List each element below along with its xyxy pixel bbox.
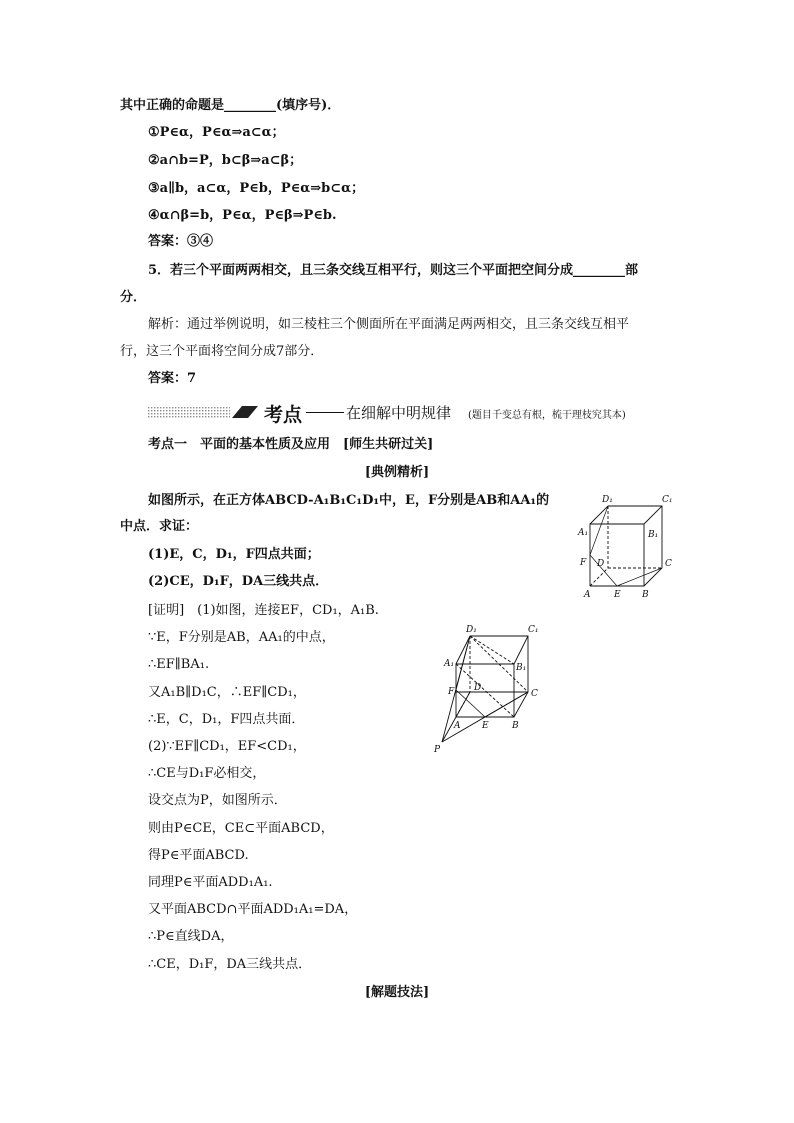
proof-line: 同理P∈平面ADD₁A₁. bbox=[148, 875, 273, 890]
label-B: B bbox=[512, 721, 519, 731]
proof-line: ∴CE与D₁F必相交， bbox=[148, 766, 266, 781]
label-B1: B₁ bbox=[516, 663, 527, 673]
label-F: F bbox=[580, 558, 587, 568]
label-D: D bbox=[474, 683, 482, 693]
proof-line: [证明] (1)如图，连接EF，CD₁，A₁B. bbox=[148, 603, 379, 618]
answer-4: 答案：③④ bbox=[148, 234, 214, 249]
problem-part2: (2)CE，D₁F，DA三线共点． bbox=[148, 574, 329, 589]
option-3: ③a∥b，a⊂α，P∈b，P∈α⇒b⊂α； bbox=[148, 181, 365, 196]
proof-line: 又A₁B∥D₁C，∴EF∥CD₁， bbox=[148, 685, 306, 700]
label-C1: C₁ bbox=[662, 495, 673, 505]
label-C: C bbox=[531, 689, 538, 699]
proof-line: (2)∵EF∥CD₁，EF<CD₁， bbox=[148, 739, 306, 754]
solution-5-line1: 解析：通过举例说明，如三棱柱三个侧面所在平面满足两两相交，且三条交线互相平 bbox=[148, 317, 630, 332]
cube-figure bbox=[570, 490, 680, 602]
label-D1: D₁ bbox=[602, 495, 613, 505]
question-5-line2: 分． bbox=[120, 290, 147, 305]
label-B: B bbox=[642, 590, 649, 600]
label-A: A bbox=[584, 590, 591, 600]
proof-line: ∵E，F分别是AB，AA₁的中点， bbox=[148, 630, 335, 645]
label-A: A bbox=[454, 721, 461, 731]
solution-5-line2: 行，这三个平面将空间分成7部分． bbox=[120, 344, 324, 359]
section-note: (题目千变总有根，梳干理枝究其本) bbox=[468, 410, 626, 421]
proof-line: ∴P∈直线DA， bbox=[148, 929, 234, 944]
section-title-dash bbox=[306, 412, 344, 413]
label-A1: A₁ bbox=[444, 659, 455, 669]
question-stem: 其中正确的命题是________(填序号)． bbox=[120, 98, 341, 113]
problem-part1: (1)E，C，D₁，F四点共面； bbox=[148, 547, 320, 562]
option-2: ②a∩b=P，b⊂β⇒a⊂β； bbox=[148, 153, 303, 168]
section-subtitle: 在细解中明规律 bbox=[346, 404, 452, 422]
label-P: P bbox=[434, 745, 441, 755]
proof-line: 则由P∈CE，CE⊂平面ABCD， bbox=[148, 821, 334, 836]
label-B1: B₁ bbox=[648, 530, 659, 540]
proof-line: ∴EF∥BA₁. bbox=[148, 657, 210, 672]
label-E: E bbox=[482, 721, 489, 731]
question-5-line1: 5．若三个平面两两相交，且三条交线互相平行，则这三个平面把空间分成________部 bbox=[148, 263, 639, 278]
label-D: D bbox=[597, 559, 605, 569]
proof-line: 得P∈平面ABCD. bbox=[148, 848, 249, 863]
proof-line: 又平面ABCD∩平面ADD₁A₁=DA， bbox=[148, 902, 358, 917]
cube-intersection-figure bbox=[430, 622, 560, 757]
proof-line: 设交点为P，如图所示． bbox=[148, 793, 287, 808]
proof-line: ∴E，C，D₁，F四点共面． bbox=[148, 712, 305, 727]
label-E: E bbox=[614, 590, 621, 600]
option-1: ①P∈α，P∈α⇒a⊂α； bbox=[148, 125, 285, 140]
example-label: [典例精析] bbox=[364, 465, 430, 480]
topic-heading: 考点一 平面的基本性质及应用 [师生共研过关] bbox=[148, 437, 434, 452]
label-C: C bbox=[665, 559, 672, 569]
method-label: [解题技法] bbox=[364, 985, 430, 1000]
label-D1: D₁ bbox=[466, 625, 477, 635]
option-4: ④α∩β=b，P∈α，P∈β⇒P∈b. bbox=[148, 208, 337, 223]
problem-line2: 中点．求证： bbox=[120, 519, 199, 534]
label-A1: A₁ bbox=[578, 528, 589, 538]
problem-line1: 如图所示，在正方体ABCD-A₁B₁C₁D₁中，E，F分别是AB和AA₁的 bbox=[148, 493, 550, 508]
proof-line: ∴CE，D₁F，DA三线共点． bbox=[148, 957, 312, 972]
label-C1: C₁ bbox=[528, 625, 539, 635]
label-F: F bbox=[448, 687, 455, 697]
answer-5: 答案：7 bbox=[148, 371, 197, 386]
section-header-bar bbox=[148, 404, 258, 420]
section-title: 考点 bbox=[264, 404, 303, 426]
